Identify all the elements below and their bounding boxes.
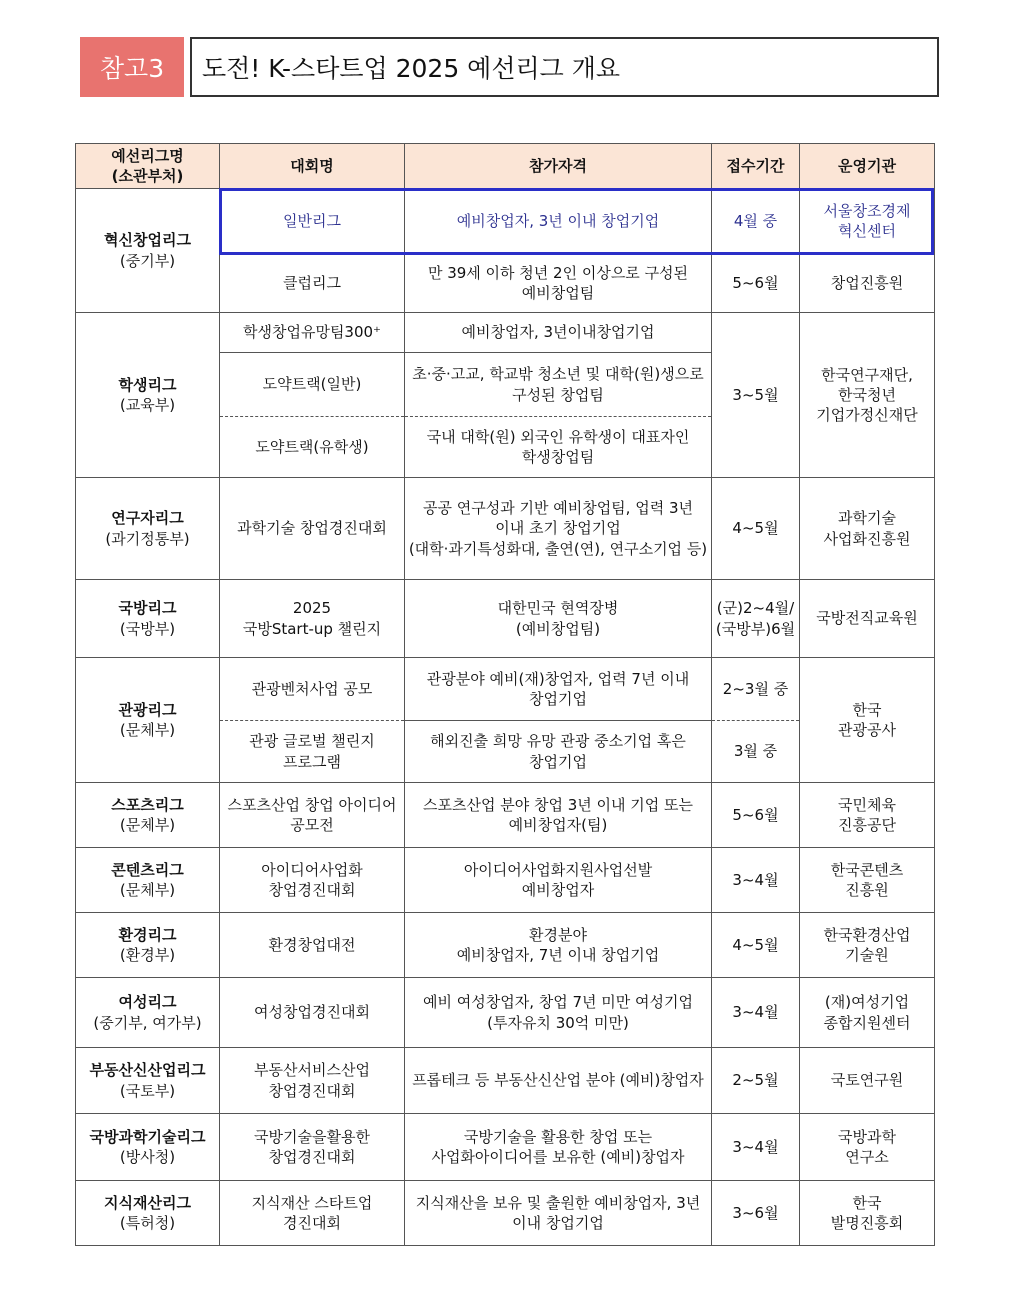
table-row	[76, 478, 935, 580]
eligibility-cell: 예비 여성창업자, 창업 7년 미만 여성기업 (투자유치 30억 미만)	[405, 978, 712, 1048]
table-row	[76, 313, 935, 353]
table-row	[76, 1048, 935, 1114]
eligibility-cell: 아이디어사업화지원사업선발 예비창업자	[405, 848, 712, 913]
period-cell: 4월 중	[712, 189, 800, 254]
table-row	[76, 658, 935, 721]
contest-cell: 과학기술 창업경진대회	[220, 478, 405, 580]
contest-cell: 관광 글로벌 챌린지 프로그램	[220, 721, 405, 783]
table-row	[76, 848, 935, 913]
col-header-contest: 대회명	[220, 144, 405, 189]
table-row	[76, 189, 935, 254]
organizer-cell: (재)여성기업 종합지원센터	[800, 978, 935, 1048]
contest-cell: 관광벤처사업 공모	[220, 658, 405, 721]
league-name-cell: 환경리그 (환경부)	[76, 913, 220, 978]
period-cell: 5~6월	[712, 254, 800, 313]
col-header-period: 접수기간	[712, 144, 800, 189]
eligibility-cell: 대한민국 현역장병 (예비창업팀)	[405, 580, 712, 658]
eligibility-cell: 예비창업자, 3년 이내 창업기업	[405, 189, 712, 254]
league-name-cell: 혁신창업리그 (중기부)	[76, 189, 220, 313]
period-cell: (군)2~4월/ (국방부)6월	[712, 580, 800, 658]
period-cell: 2~3월 중	[712, 658, 800, 721]
eligibility-cell: 만 39세 이하 청년 2인 이상으로 구성된 예비창업팀	[405, 254, 712, 313]
contest-cell: 2025 국방Start-up 챌린지	[220, 580, 405, 658]
league-name-cell: 국방리그 (국방부)	[76, 580, 220, 658]
eligibility-cell: 스포츠산업 분야 창업 3년 이내 기업 또는 예비창업자(팀)	[405, 783, 712, 848]
period-cell: 2~5월	[712, 1048, 800, 1114]
contest-cell: 일반리그	[220, 189, 405, 254]
contest-cell: 클럽리그	[220, 254, 405, 313]
organizer-cell: 국토연구원	[800, 1048, 935, 1114]
league-name-cell: 콘텐츠리그 (문체부)	[76, 848, 220, 913]
league-name-cell: 여성리그 (중기부, 여가부)	[76, 978, 220, 1048]
organizer-cell: 국방과학 연구소	[800, 1114, 935, 1181]
eligibility-cell: 환경분야 예비창업자, 7년 이내 창업기업	[405, 913, 712, 978]
table-row	[76, 913, 935, 978]
contest-cell: 도약트랙(유학생)	[220, 417, 405, 478]
eligibility-cell: 예비창업자, 3년이내창업기업	[405, 313, 712, 353]
eligibility-cell: 초·중·고교, 학교밖 청소년 및 대학(원)생으로 구성된 창업팀	[405, 353, 712, 417]
period-cell: 3월 중	[712, 721, 800, 783]
eligibility-cell: 지식재산을 보유 및 출원한 예비창업자, 3년 이내 창업기업	[405, 1181, 712, 1246]
period-cell: 4~5월	[712, 478, 800, 580]
league-name-cell: 연구자리그 (과기정통부)	[76, 478, 220, 580]
eligibility-cell: 관광분야 예비(재)창업자, 업력 7년 이내 창업기업	[405, 658, 712, 721]
table-row	[76, 1181, 935, 1246]
col-header-organizer: 운영기관	[800, 144, 935, 189]
col-header-eligibility: 참가자격	[405, 144, 712, 189]
eligibility-cell: 공공 연구성과 기반 예비창업팀, 업력 3년 이내 초기 창업기업 (대학·과기특성화대, 출연(연), 연구소기업 등)	[405, 478, 712, 580]
period-cell: 3~4월	[712, 1114, 800, 1181]
league-name-cell: 지식재산리그 (특허청)	[76, 1181, 220, 1246]
table-row	[76, 783, 935, 848]
contest-cell: 지식재산 스타트업 경진대회	[220, 1181, 405, 1246]
contest-cell: 환경창업대전	[220, 913, 405, 978]
period-cell: 3~4월	[712, 978, 800, 1048]
organizer-cell: 국민체육 진흥공단	[800, 783, 935, 848]
organizer-cell: 국방전직교육원	[800, 580, 935, 658]
contest-cell: 국방기술을활용한 창업경진대회	[220, 1114, 405, 1181]
contest-cell: 도약트랙(일반)	[220, 353, 405, 417]
organizer-cell: 한국콘텐츠 진흥원	[800, 848, 935, 913]
col-header-league: 예선리그명 (소관부처)	[76, 144, 220, 189]
league-name-cell: 국방과학기술리그 (방사청)	[76, 1114, 220, 1181]
contest-cell: 스포츠산업 창업 아이디어 공모전	[220, 783, 405, 848]
organizer-cell: 한국 발명진흥회	[800, 1181, 935, 1246]
table-row	[76, 978, 935, 1048]
eligibility-cell: 국내 대학(원) 외국인 유학생이 대표자인 학생창업팀	[405, 417, 712, 478]
period-cell: 3~5월	[712, 313, 800, 478]
organizer-cell: 창업진흥원	[800, 254, 935, 313]
table-header-row	[76, 144, 935, 189]
organizer-cell: 한국환경산업 기술원	[800, 913, 935, 978]
league-name-cell: 학생리그 (교육부)	[76, 313, 220, 478]
period-cell: 4~5월	[712, 913, 800, 978]
league-name-cell: 관광리그 (문체부)	[76, 658, 220, 783]
reference-badge: 참고3	[80, 37, 184, 97]
organizer-cell: 과학기술 사업화진흥원	[800, 478, 935, 580]
eligibility-cell: 해외진출 희망 유망 관광 중소기업 혹은 창업기업	[405, 721, 712, 783]
league-name-cell: 스포츠리그 (문체부)	[76, 783, 220, 848]
contest-cell: 학생창업유망팀300⁺	[220, 313, 405, 353]
page-title: 도전! K-스타트업 2025 예선리그 개요	[190, 37, 939, 97]
contest-cell: 여성창업경진대회	[220, 978, 405, 1048]
organizer-cell: 한국 관광공사	[800, 658, 935, 783]
organizer-cell: 서울창조경제 혁신센터	[800, 189, 935, 254]
table-row	[76, 1114, 935, 1181]
league-overview-table	[75, 143, 935, 1246]
eligibility-cell: 국방기술을 활용한 창업 또는 사업화아이디어를 보유한 (예비)창업자	[405, 1114, 712, 1181]
contest-cell: 부동산서비스산업 창업경진대회	[220, 1048, 405, 1114]
eligibility-cell: 프롭테크 등 부동산신산업 분야 (예비)창업자	[405, 1048, 712, 1114]
period-cell: 3~4월	[712, 848, 800, 913]
league-name-cell: 부동산신산업리그 (국토부)	[76, 1048, 220, 1114]
contest-cell: 아이디어사업화 창업경진대회	[220, 848, 405, 913]
table-row	[76, 580, 935, 658]
period-cell: 3~6월	[712, 1181, 800, 1246]
organizer-cell: 한국연구재단, 한국청년 기업가정신재단	[800, 313, 935, 478]
period-cell: 5~6월	[712, 783, 800, 848]
